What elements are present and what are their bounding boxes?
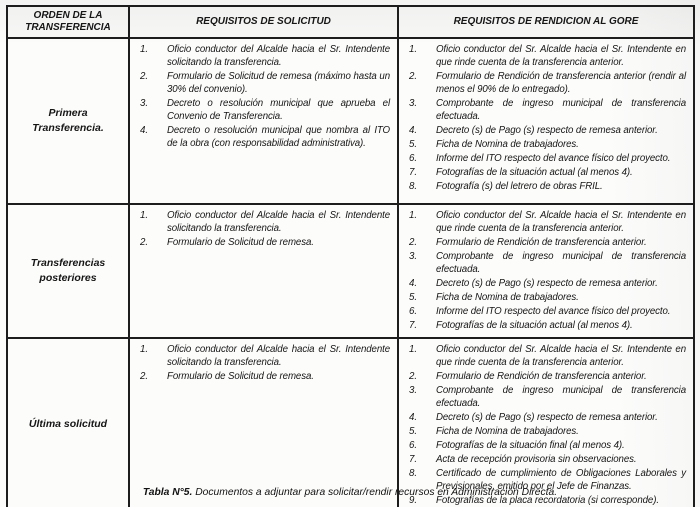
list-item-text: Decreto (s) de Pago (s) respecto de remesa anterior. xyxy=(436,412,658,423)
table-row xyxy=(7,338,694,507)
list-item-text: Certificado de cumplimiento de Obligaciones Laborales y Previsionales, emitido por el Jefe de Finanzas. xyxy=(436,468,686,492)
requirements-table xyxy=(6,5,695,507)
list-item xyxy=(409,166,686,179)
list-item-number: 2. xyxy=(140,371,149,382)
list-item xyxy=(409,291,686,304)
list-item-text: Fotografías de la placa recordatoria (si corresponde). xyxy=(436,495,659,506)
list-item xyxy=(409,319,686,332)
list-item-number: 3. xyxy=(409,251,418,262)
row-label-cell xyxy=(7,204,129,338)
list-item xyxy=(409,209,686,235)
list-item-text: Oficio conductor del Sr. Alcalde hacia el Sr. Intendente en que rinde cuenta de la transferencia anterior. xyxy=(436,210,686,234)
row-label: Última solicitud xyxy=(28,418,108,430)
list-item-number: 3. xyxy=(409,98,418,109)
list-item-number: 2. xyxy=(409,237,418,248)
list-item-number: 2. xyxy=(140,237,149,248)
list-item xyxy=(140,70,390,96)
list-item-number: 1. xyxy=(140,344,149,355)
list-item xyxy=(409,43,686,69)
list-item xyxy=(140,43,390,69)
list-item-number: 5. xyxy=(409,139,418,150)
list-item-text: Fotografía (s) del letrero de obras FRIL. xyxy=(436,181,603,192)
list-item-text: Comprobante de ingreso municipal de transferencia efectuada. xyxy=(436,251,686,275)
list-item-number: 7. xyxy=(409,167,418,178)
list-item-text: Fotografías de la situación actual (al menos 4). xyxy=(436,167,633,178)
list-item-text: Comprobante de ingreso municipal de transferencia efectuada. xyxy=(436,98,686,122)
list-item-number: 9. xyxy=(409,495,418,506)
rendicion-cell xyxy=(398,204,694,338)
list-item-text: Ficha de Nomina de trabajadores. xyxy=(436,139,579,150)
solicitud-cell xyxy=(129,38,398,204)
list-item-text: Acta de recepción provisoria sin observaciones. xyxy=(436,454,637,465)
list-item-text: Fotografías de la situación final (al menos 4). xyxy=(436,440,625,451)
list-item-text: Informe del ITO respecto del avance físico del proyecto. xyxy=(436,153,671,164)
list-item-text: Formulario de Solicitud de remesa. xyxy=(167,371,314,382)
table-caption xyxy=(0,486,700,500)
list-item-number: 2. xyxy=(409,71,418,82)
list-item xyxy=(409,152,686,165)
list-item-number: 6. xyxy=(409,153,418,164)
list-item-text: Comprobante de ingreso municipal de transferencia efectuada. xyxy=(436,385,686,409)
header-cell-requisitos-de-rendicion-al-gore: REQUISITOS DE RENDICION AL GORE xyxy=(398,6,694,38)
list-item xyxy=(409,70,686,96)
list-item-number: 1. xyxy=(140,44,149,55)
list-item-text: Oficio conductor del Alcalde hacia el Sr. Intendente solicitando la transferencia. xyxy=(167,344,390,368)
list-item-text: Formulario de Solicitud de remesa. xyxy=(167,237,314,248)
list-item xyxy=(140,343,390,369)
list-item-text: Informe del ITO respecto del avance físico del proyecto. xyxy=(436,306,671,317)
list-item-number: 8. xyxy=(409,181,418,192)
list-item-number: 7. xyxy=(409,320,418,331)
list-item xyxy=(409,250,686,276)
list-item-number: 4. xyxy=(140,125,149,136)
list-item xyxy=(409,124,686,137)
list-item-number: 5. xyxy=(409,292,418,303)
list-item-number: 3. xyxy=(140,98,149,109)
list-item-text: Oficio conductor del Alcalde hacia el Sr. Intendente solicitando la transferencia. xyxy=(167,210,390,234)
list-item xyxy=(409,97,686,123)
solicitud-cell xyxy=(129,204,398,338)
list-item xyxy=(140,97,390,123)
list-item xyxy=(409,138,686,151)
list-item-text: Decreto o resolución municipal que nombra al ITO de la obra (con responsabilidad administrativa). xyxy=(167,125,390,149)
list-item-number: 4. xyxy=(409,412,418,423)
list-item xyxy=(409,277,686,290)
table-row xyxy=(7,38,694,204)
list-item-text: Oficio conductor del Sr. Alcalde hacia el Sr. Intendente en que rinde cuenta de la transferencia anterior. xyxy=(436,44,686,68)
list-item xyxy=(140,209,390,235)
list-item-text: Decreto (s) de Pago (s) respecto de remesa anterior. xyxy=(436,278,658,289)
list-item-text: Formulario de Rendición de transferencia anterior. xyxy=(436,371,647,382)
list-item-text: Ficha de Nomina de trabajadores. xyxy=(436,426,579,437)
list-item xyxy=(409,343,686,369)
list-item-text: Oficio conductor del Sr. Alcalde hacia el Sr. Intendente en que rinde cuenta de la transferencia anterior. xyxy=(436,344,686,368)
list-item xyxy=(140,236,390,249)
table-row xyxy=(7,204,694,338)
row-label-cell xyxy=(7,38,129,204)
list-item-text: Fotografías de la situación actual (al menos 4). xyxy=(436,320,633,331)
list-item-number: 5. xyxy=(409,426,418,437)
row-label: Primera Transferencia. xyxy=(32,107,104,134)
header-cell-requisitos-de-solicitud: REQUISITOS DE SOLICITUD xyxy=(129,6,398,38)
list-item-number: 2. xyxy=(409,371,418,382)
list-item xyxy=(409,236,686,249)
list-item-text: Ficha de Nomina de trabajadores. xyxy=(436,292,579,303)
list-item xyxy=(409,439,686,452)
list-item xyxy=(409,411,686,424)
list-item xyxy=(409,425,686,438)
list-item-text: Decreto o resolución municipal que aprueba el Convenio de Transferencia. xyxy=(167,98,390,122)
list-item xyxy=(409,370,686,383)
list-item-text: Formulario de Rendición de transferencia anterior. xyxy=(436,237,647,248)
caption-text: Documentos a adjuntar para solicitar/rendir recursos en Administración Directa. xyxy=(192,487,558,498)
list-item xyxy=(409,384,686,410)
list-item-number: 4. xyxy=(409,125,418,136)
list-item-number: 1. xyxy=(140,210,149,221)
list-item xyxy=(409,453,686,466)
list-item-number: 6. xyxy=(409,306,418,317)
list-item-number: 1. xyxy=(409,344,418,355)
list-item-number: 7. xyxy=(409,454,418,465)
list-item xyxy=(409,180,686,193)
list-item-number: 6. xyxy=(409,440,418,451)
list-item-number: 1. xyxy=(409,210,418,221)
list-item-number: 3. xyxy=(409,385,418,396)
solicitud-cell xyxy=(129,338,398,507)
list-item-text: Oficio conductor del Alcalde hacia el Sr. Intendente solicitando la transferencia. xyxy=(167,44,390,68)
caption-table-number: Tabla N°5. xyxy=(142,487,193,498)
list-item-number: 2. xyxy=(140,71,149,82)
row-label: Transferencias posteriores xyxy=(30,257,106,284)
list-item-number: 1. xyxy=(409,44,418,55)
rendicion-cell xyxy=(398,38,694,204)
list-item-text: Formulario de Rendición de transferencia anterior (rendir al menos el 90% de lo entregado). xyxy=(436,71,686,95)
list-item xyxy=(140,370,390,383)
list-item-number: 4. xyxy=(409,278,418,289)
header-cell-orden-de-la-transferencia: ORDEN DE LA TRANSFERENCIA xyxy=(7,6,129,38)
row-label-cell xyxy=(7,338,129,507)
list-item xyxy=(409,305,686,318)
list-item-number: 8. xyxy=(409,468,418,479)
header-row xyxy=(7,6,694,38)
list-item-text: Decreto (s) de Pago (s) respecto de remesa anterior. xyxy=(436,125,658,136)
list-item-text: Formulario de Solicitud de remesa (máximo hasta un 30% del convenio). xyxy=(167,71,390,95)
rendicion-cell xyxy=(398,338,694,507)
list-item xyxy=(140,124,390,150)
